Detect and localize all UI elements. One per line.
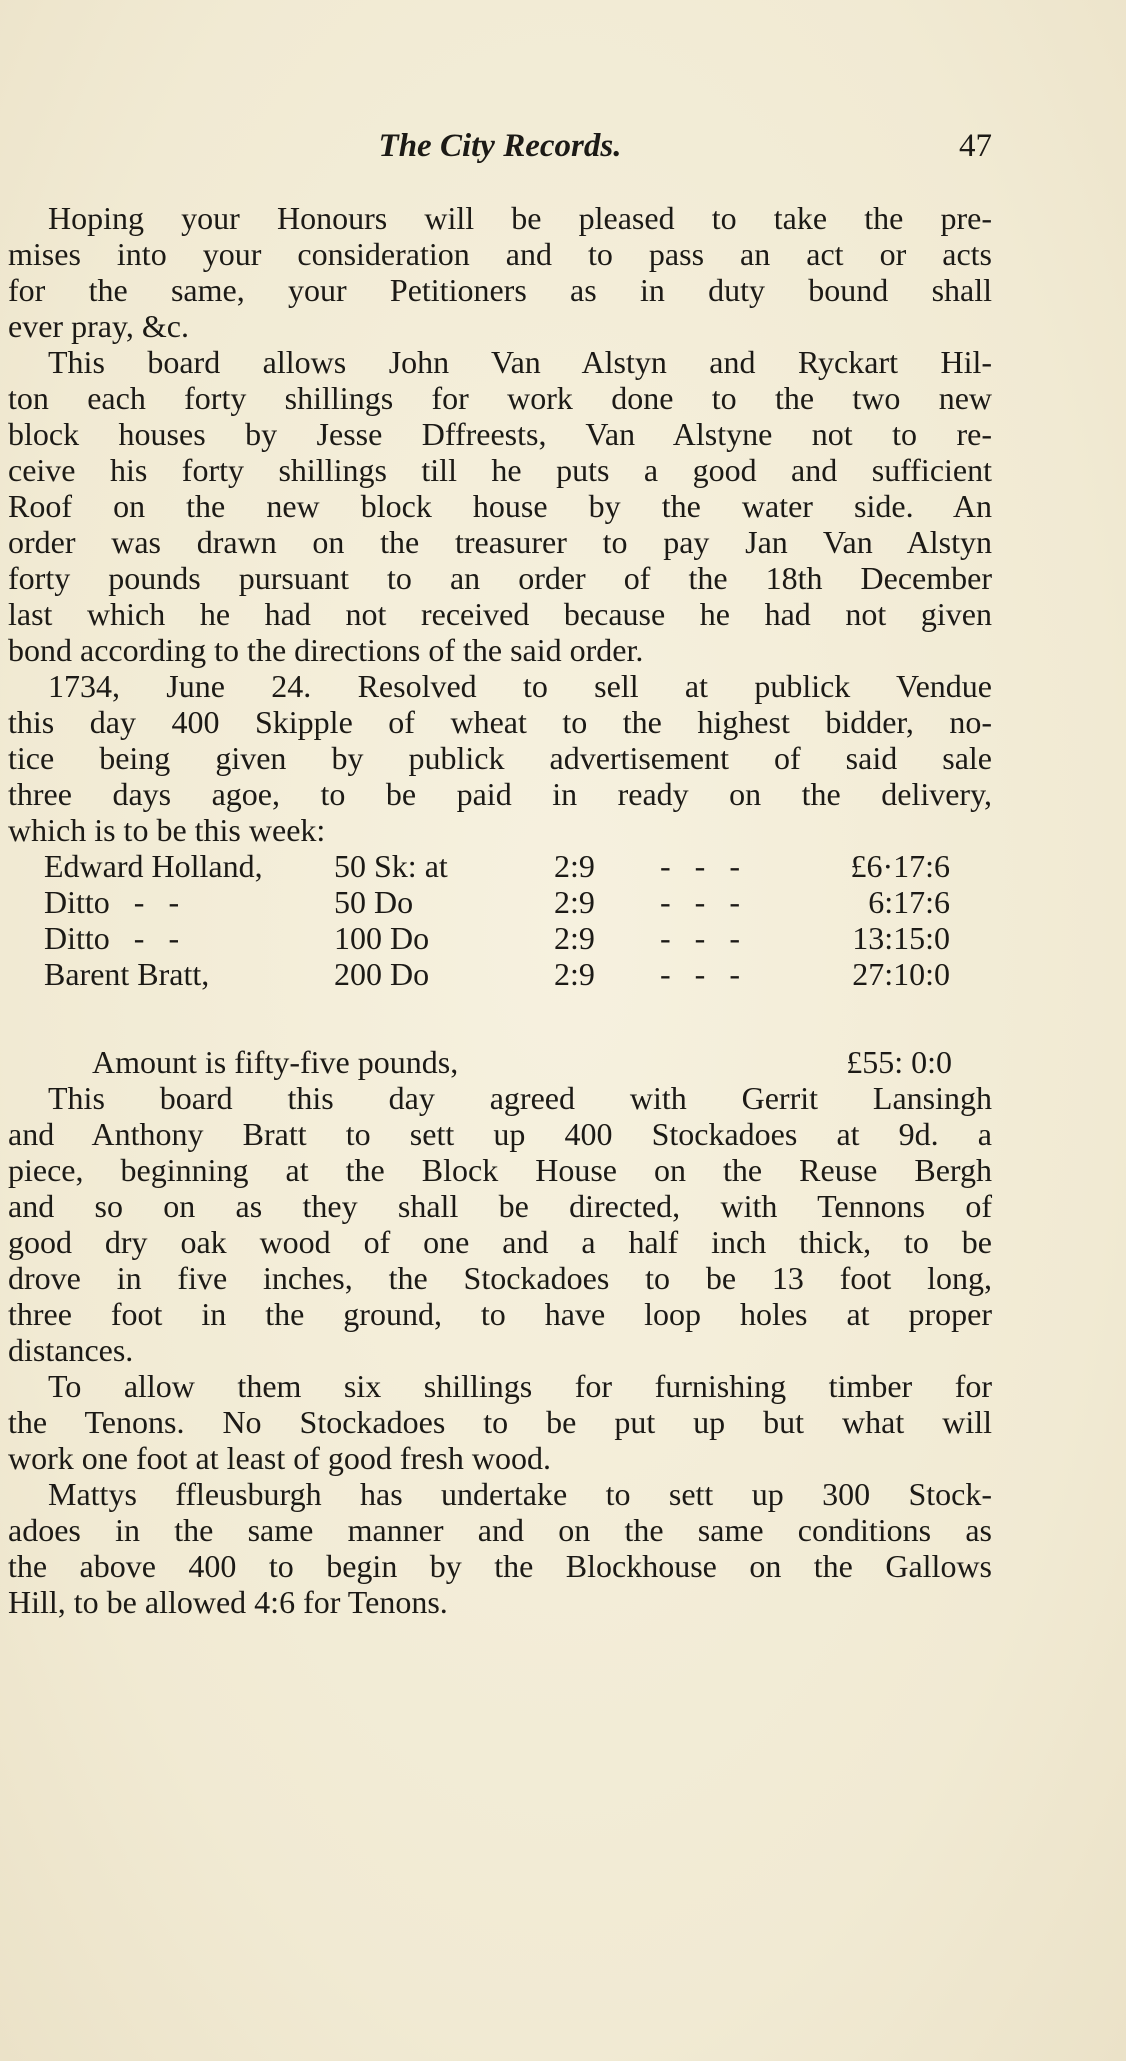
quantity: 200 Do [334,956,430,992]
table-spacer [8,992,992,1044]
text-line: the above 400 to begin by the Blockhouse on the Gallows [8,1548,992,1584]
text-line: distances. [8,1332,134,1368]
amount: 13:15:0 [852,920,950,956]
text-line: work one foot at least of good fresh wood. [8,1440,551,1476]
text-line: 1734, June 24. Resolved to sell at publick Vendue [48,668,992,704]
table-row [44,848,950,884]
text-line: ton each forty shillings for work done to the two new [8,380,992,416]
buyer-name: Ditto - - [44,920,180,956]
amount: 6:17:6 [868,884,950,920]
buyer-name: Barent Bratt, [44,956,210,992]
leader-dashes: - - - [660,848,748,884]
total-label: Amount is fifty-five pounds, [92,1044,459,1080]
paragraph-mattys [8,1476,992,1620]
quantity: 50 Do [334,884,414,920]
quantity: 50 Sk: at [334,848,448,884]
text-line: three days agoe, to be paid in ready on the delivery, [8,776,992,812]
table-row [44,884,950,920]
text-line: mises into your consideration and to pass an act or acts [8,236,992,272]
text-line: piece, beginning at the Block House on the Reuse Bergh [8,1152,992,1188]
text-line: Hill, to be allowed 4:6 for Tenons. [8,1584,448,1620]
paragraph-tenons [8,1368,992,1476]
leader-dashes: - - - [660,884,748,920]
paragraph-wheat-vendue [8,668,992,848]
text-line: tice being given by publick advertisement of said sale [8,740,992,776]
text-line: ever pray, &c. [8,308,189,344]
page-header [8,128,992,172]
amount: 27:10:0 [852,956,950,992]
total-value: £55: 0:0 [846,1044,952,1080]
text-line: Mattys ffleusburgh has undertake to sett up 300 Stock- [48,1476,992,1512]
rate: 2:9 [554,884,595,920]
quantity: 100 Do [334,920,430,956]
rate: 2:9 [554,920,595,956]
table-row [44,956,950,992]
text-line: and Anthony Bratt to sett up 400 Stockadoes at 9d. a [8,1116,992,1152]
text-line: To allow them six shillings for furnishing timber for [48,1368,992,1404]
rate: 2:9 [554,848,595,884]
text-line: bond according to the directions of the said order. [8,632,644,668]
buyer-name: Edward Holland, [44,848,263,884]
text-line: Hoping your Honours will be pleased to take the pre- [48,200,992,236]
text-line: Roof on the new block house by the water side. An [8,488,992,524]
text-line: three foot in the ground, to have loop holes at proper [8,1296,992,1332]
text-line: which is to be this week: [8,812,326,848]
text-line: order was drawn on the treasurer to pay Jan Van Alstyn [8,524,992,560]
text-line: good dry oak wood of one and a half inch thick, to be [8,1224,992,1260]
leader-dashes: - - - [660,920,748,956]
buyer-name: Ditto - - [44,884,180,920]
text-line: for the same, your Petitioners as in duty bound shall [8,272,992,308]
paragraph-petition-close [8,200,992,344]
running-title: The City Records. [378,128,622,164]
paragraph-stockadoes [8,1080,992,1368]
text-line: drove in five inches, the Stockadoes to be 13 foot long, [8,1260,992,1296]
text-line: adoes in the same manner and on the same conditions as [8,1512,992,1548]
total-line [8,1044,992,1080]
sale-table [44,848,950,992]
leader-dashes: - - - [660,956,748,992]
text-line: This board allows John Van Alstyn and Ryckart Hil- [48,344,992,380]
table-row [44,920,950,956]
text-line: this day 400 Skipple of wheat to the highest bidder, no- [8,704,992,740]
page-number: 47 [959,128,992,164]
text-line: This board this day agreed with Gerrit Lansingh [48,1080,992,1116]
rate: 2:9 [554,956,595,992]
amount: £6·17:6 [850,848,950,884]
body-text [8,200,992,1620]
text-line: and so on as they shall be directed, with Tennons of [8,1188,992,1224]
text-line: the Tenons. No Stockadoes to be put up but what will [8,1404,992,1440]
text-line: ceive his forty shillings till he puts a good and sufficient [8,452,992,488]
text-line: last which he had not received because he had not given [8,596,992,632]
text-line: block houses by Jesse Dffreests, Van Alstyne not to re- [8,416,992,452]
paragraph-block-houses [8,344,992,668]
text-line: forty pounds pursuant to an order of the 18th December [8,560,992,596]
